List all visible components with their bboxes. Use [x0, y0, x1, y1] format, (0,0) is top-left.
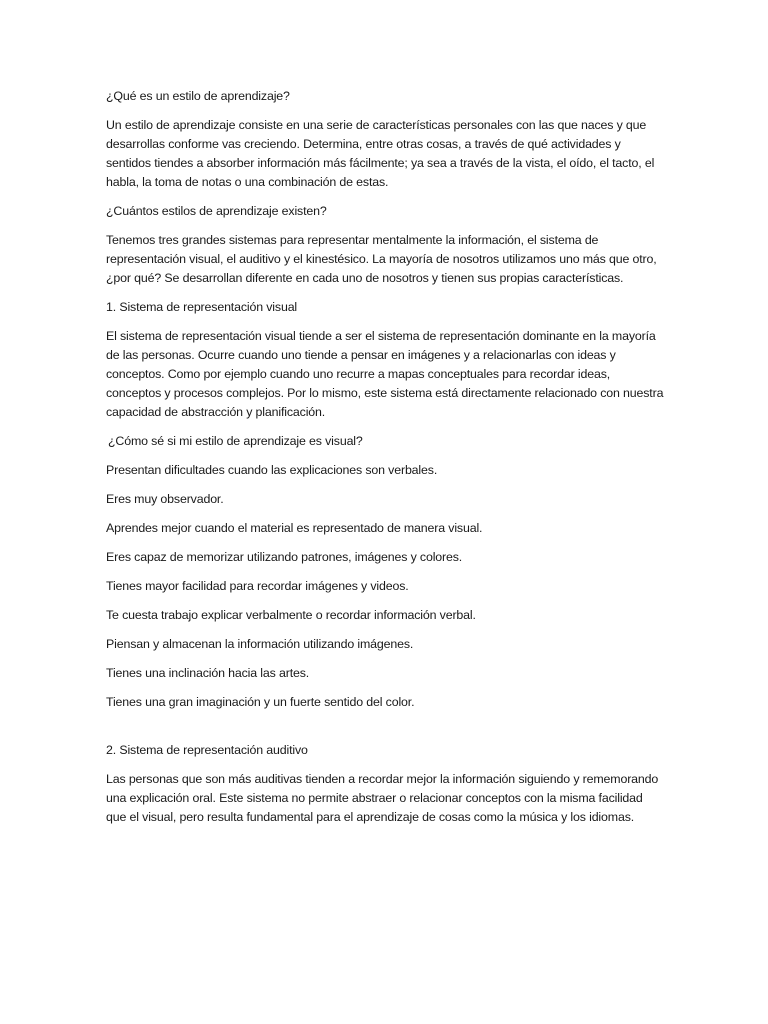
visual-trait-line: Piensan y almacenan la información utilizando imágenes.	[106, 637, 414, 651]
paragraph-visual-system: El sistema de representación visual tiende a ser el sistema de representación dominante en la mayoría de las personas. Ocurre cuando uno tiende a pensar en imágenes y a relacionarlas con ideas y conceptos. Como por ejemplo cuando uno recurre a mapas conceptuales para recordar ideas, conceptos y procesos complejos. Por lo mismo, este sistema está directamente relacionado con nuestra capacidad de abstracción y planificación.	[106, 329, 664, 419]
visual-trait-line: Eres capaz de memorizar utilizando patrones, imágenes y colores.	[106, 550, 463, 564]
visual-trait-line: Aprendes mejor cuando el material es representado de manera visual.	[106, 521, 483, 535]
heading-visual-system: 1. Sistema de representación visual	[106, 300, 298, 314]
blank-line-spacer	[106, 722, 666, 741]
question-what-is-learning-style: ¿Qué es un estilo de aprendizaje?	[106, 89, 290, 103]
question-how-many-styles: ¿Cuántos estilos de aprendizaje existen?	[106, 204, 327, 218]
paragraph-three-systems: Tenemos tres grandes sistemas para representar mentalmente la información, el sistema de representación visual, el auditivo y el kinestésico. La mayoría de nosotros utilizamos uno más que otro, ¿por qué? Se desarrollan diferente en cada uno de nosotros y tienen sus propias características.	[106, 233, 657, 285]
visual-trait-line: Te cuesta trabajo explicar verbalmente o recordar información verbal.	[106, 608, 476, 622]
visual-trait-line: Tienes una inclinación hacia las artes.	[106, 666, 310, 680]
visual-trait-line: Tienes mayor facilidad para recordar imágenes y videos.	[106, 579, 409, 593]
visual-trait-line: Eres muy observador.	[106, 492, 224, 506]
paragraph-auditory-system: Las personas que son más auditivas tienden a recordar mejor la información siguiendo y rememorando una explicación oral. Este sistema no permite abstraer o relacionar conceptos con la misma facilidad que el visual, pero resulta fundamental para el aprendizaje de cosas como la música y los idiomas.	[106, 772, 659, 824]
heading-auditory-system: 2. Sistema de representación auditivo	[106, 743, 308, 757]
paragraph-learning-style-definition: Un estilo de aprendizaje consiste en una serie de características personales con las que naces y que desarrollas conforme vas creciendo. Determina, entre otras cosas, a través de qué actividades y sentidos tiendes a absorber información más fácilmente; ya sea a través de la vista, el oído, el tacto, el habla, la toma de notas o una combinación de estas.	[106, 118, 655, 189]
question-is-my-style-visual: ¿Cómo sé si mi estilo de aprendizaje es visual?	[108, 434, 363, 448]
visual-trait-line: Presentan dificultades cuando las explicaciones son verbales.	[106, 463, 438, 477]
visual-trait-line: Tienes una gran imaginación y un fuerte sentido del color.	[106, 695, 415, 709]
document-page	[106, 87, 666, 837]
